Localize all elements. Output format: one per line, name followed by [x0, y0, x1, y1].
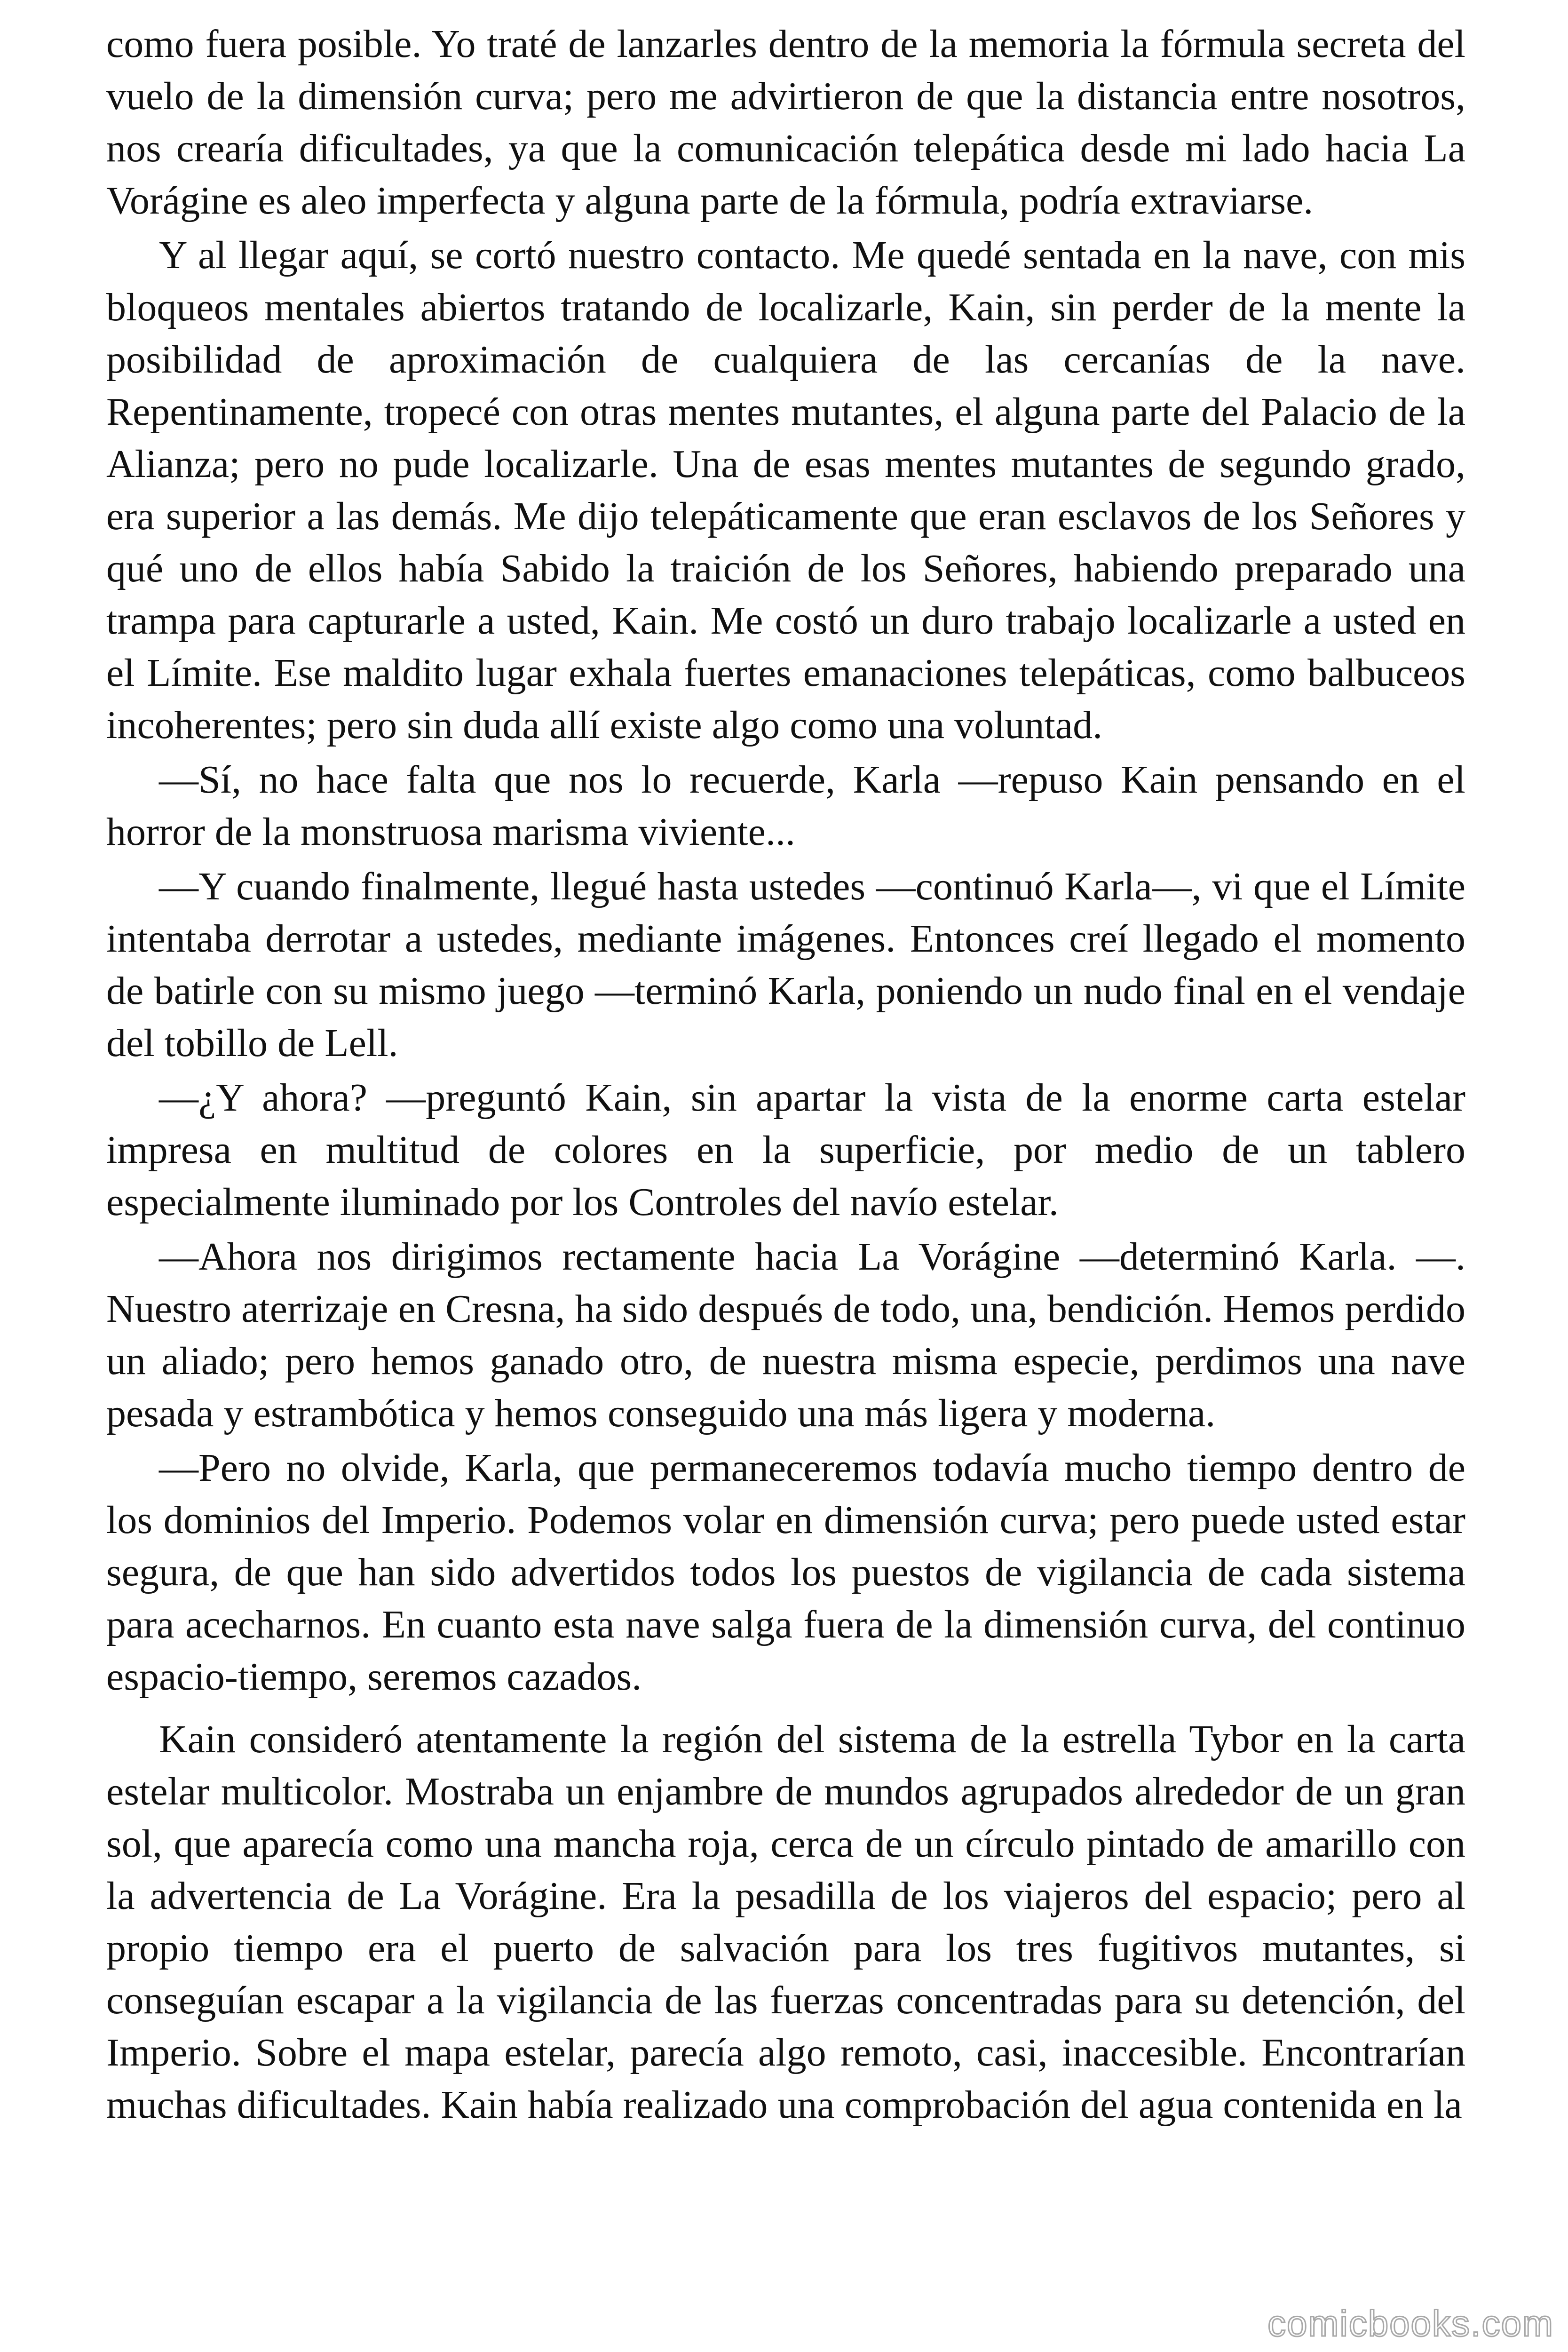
- paragraph-6: —Ahora nos dirigimos rectamente hacia La Vorágine —determinó Karla. —. Nuestro aterrizaje en Cresna, ha sido después de todo, una, bendición. Hemos perdido un aliado; pero hemos ganado otro, de nuestra misma especie, perdimos una nave pesada y estrambótica y hemos conseguido una más ligera y moderna.: [106, 1235, 1465, 1435]
- paragraph-8: Kain consideró atentamente la región del sistema de la estrella Tybor en la carta estelar multicolor. Mostraba un enjambre de mundos agrupados alrededor de un gran sol, que aparecía como una mancha roja, cerca de un círculo pintado de amarillo con la advertencia de La Vorágine. Era la pesadilla de los viajeros del espacio; pero al propio tiempo era el puerto de salvación para los tres fugitivos mutantes, si conseguían escapar a la vigilancia de las fuerzas concentradas para su detención, del Imperio. Sobre el mapa estelar, parecía algo remoto, casi, inaccesible. Encontrarían muchas dificultades. Kain había realizado una comprobación del agua contenida en la: [106, 1717, 1465, 2127]
- paragraph-7: —Pero no olvide, Karla, que permaneceremos todavía mucho tiempo dentro de los dominios del Imperio. Podemos volar en dimensión curva; pero puede usted estar segura, de que han sido advertidos todos los puestos de vigilancia de cada sistema para acecharnos. En cuanto esta nave salga fuera de la dimensión curva, del continuo espacio-tiempo, seremos cazados.: [106, 1446, 1465, 1699]
- paragraph-4: —Y cuando finalmente, llegué hasta ustedes —continuó Karla—, vi que el Límite intentaba derrotar a ustedes, mediante imágenes. Entonces creí llegado el momento de batirle con su mismo juego —terminó Karla, poniendo un nudo final en el vendaje del tobillo de Lell.: [106, 865, 1465, 1065]
- paragraph-5: —¿Y ahora? —preguntó Kain, sin apartar la vista de la enorme carta estelar impresa en multitud de colores en la superficie, por medio de un tablero especialmente iluminado por los Controles del navío estelar.: [106, 1076, 1465, 1224]
- watermark-logo: comicbooks.com: [1267, 2303, 1554, 2344]
- paragraph-2: Y al llegar aquí, se cortó nuestro contacto. Me quedé sentada en la nave, con mis bloqueos mentales abiertos tratando de localizarle, Kain, sin perder de la mente la posibilidad de aproximación de cualquiera de las cercanías de la nave. Repentinamente, tropecé con otras mentes mutantes, el alguna parte del Palacio de la Alianza; pero no pude localizarle. Una de esas mentes mutantes de segundo grado, era superior a las demás. Me dijo telepáticamente que eran esclavos de los Señores y qué uno de ellos había Sabido la traición de los Señores, habiendo preparado una trampa para capturarle a usted, Kain. Me costó un duro trabajo localizarle a usted en el Límite. Ese maldito lugar exhala fuertes emanaciones telepáticas, como balbuceos incoherentes; pero sin duda allí existe algo como una voluntad.: [106, 233, 1465, 747]
- paragraph-3: —Sí, no hace falta que nos lo recuerde, Karla —repuso Kain pensando en el horror de la monstruosa marisma viviente...: [106, 758, 1465, 854]
- body-text: [106, 18, 1465, 2133]
- paragraph-1: como fuera posible. Yo traté de lanzarles dentro de la memoria la fórmula secreta del vuelo de la dimensión curva; pero me advirtieron de que la distancia entre nosotros, nos crearía dificultades, ya que la comunicación telepática desde mi lado hacia La Vorágine es aleo imperfecta y alguna parte de la fórmula, podría extraviarse.: [106, 22, 1465, 222]
